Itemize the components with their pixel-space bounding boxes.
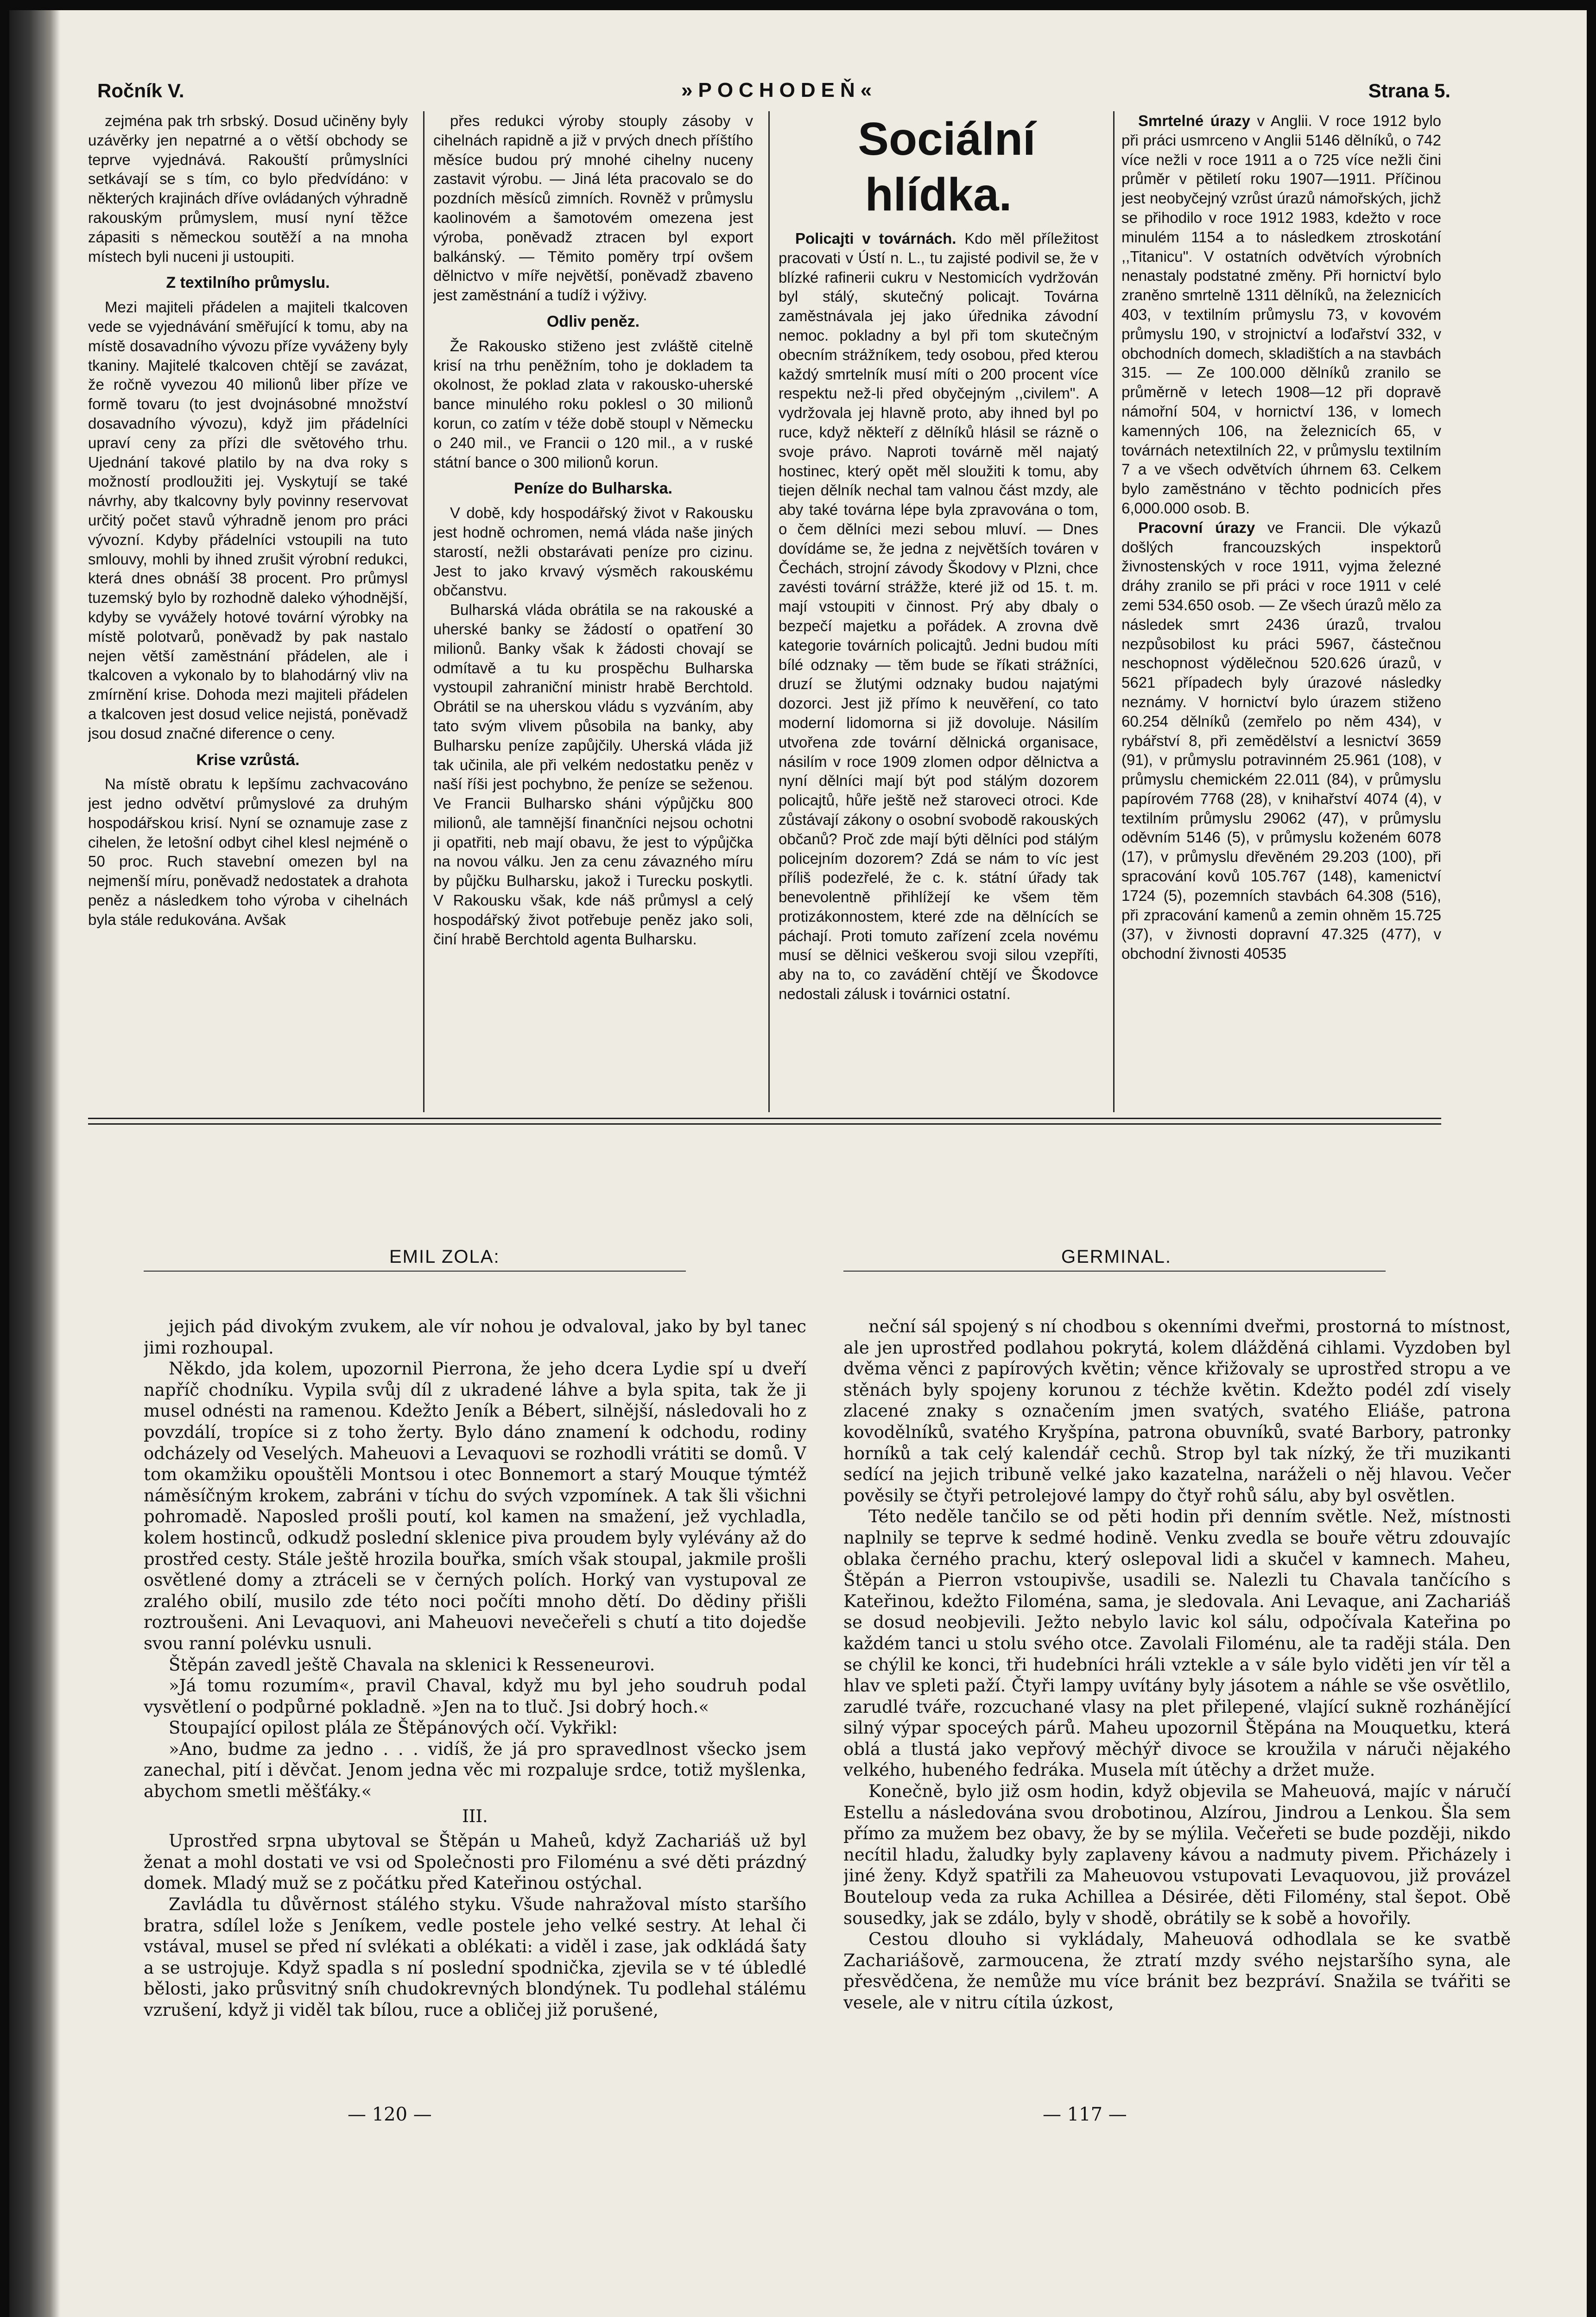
title-underline xyxy=(843,1271,1386,1272)
article-text: přes redukci výroby stouply zásoby v cihelnách rapidně a již v prvých dnech příštího měsíce budou prý mnohé cihelny nuceny zastavit výrobu. — Jiná léta pracovalo se do pozdních měsíců zimních. Rovněž v průmyslu kaolinovém a šamotovém omezena jest výroba, poněvadž ztracen byl export balkánský. — Těmito poměry trpí ovšem dělnictvo v míře největší, poněvadž zbaveno jest zaměstnání a tudíž i výživy. xyxy=(433,112,753,304)
article-text: Mezi majiteli přádelen a majiteli tkalcoven vede se vyjednávání směřující k tomu, aby na místě dosavadního vývozu příze vyváženy byly tkaniny. Majitelé tkalcoven chtějí se zavázat, že ročně vyvezou 40 milionů liber příze ve formě tovaru (to jest dvojnásobné množství dosavadního vývozu), když jim přádelníci upraví ceny za přízi dle světového trhu. Ujednání takové platilo by na dva roky s možností prodloužiti jej. Vyskytují se také návrhy, aby tkalcovny byly povinny reservovat určitý počet stavů výhradně jenom pro práci vývozní. Kdyby přádelníci vstoupili na tuto smlouvy, mohli by ihned zrušit výrobní redukci, která dnes obnáší 38 procent. Pro průmysl tuzemský bylo by rozhodně daleko výhodnější, kdyby se vyvážely hotové tovární výrobky na místě polotvarů, poněvadž by pak nastalo nejen větší zaměstnání přádelen, ale i tkalcoven a vykonalo by to blahodárný vliv na zmírnění krise. Dohoda mezi majiteli přádelen a tkalcoven jest dosud velice nejistá, poněvadž jsou dosud značné diference o ceny. xyxy=(88,298,408,742)
column-divider xyxy=(768,111,770,1112)
volume-label: Ročník V. xyxy=(97,80,184,101)
section-heading: Krise vzrůstá. xyxy=(196,751,300,769)
novel-paragraph: Štěpán zavedl ještě Chavala na sklenici k Resseneurovi. xyxy=(169,1654,655,1675)
page-header xyxy=(97,66,1450,108)
column-2 xyxy=(433,111,753,1112)
column-1 xyxy=(88,111,408,1112)
article-text: Že Rakousko stiženo jest zvláště citelně krisí na trhu peněžním, toho je dokladem ta okolnost, že poklad zlata v rakousko-uherské bance minulého roku poklesl o 30 milionů korun, co zatím v téže době stoupl v Německu o 240 mil., ve Francii o 120 mil., a v ruské státní bance o 300 milionů korun. xyxy=(433,337,753,471)
article-body: Kdo měl příležitost pracovati v Ústí n. L., tu zajisté podivil se, že v blízké rafinerii cukru v Nestomicích vydržován byl stálý, skutečný policajt. Továrna zaměstnávala jej jako úřednika závodní nemoc. pokladny a byl při tom skutečným obecním strážníkem, tedy osobou, před kterou každý smrtelník musí míti o 200 procent více respektu než-li před obyčejným ,,civilem". A vydržovala jej hlavně proto, aby ihned byl po ruce, když někteří z dělníků hlásil se rázně o svoje právo. Naproti továrně měl najatý hostinec, který opět měl sloužiti k tomu, aby tiejen dělník nechal tam valnou část mzdy, ale aby také továrna lépe byla zpravována o tom, o čem dělníci mezi sebou mluví. — Dnes dovídáme se, že jedna z největších továren v Čechách, strojní závody Škodovy v Plzni, chce zavésti tovární strážže, které již od 15. t. m. mají vstoupiti v činnost. Prý aby dbaly o bezpečí majetku a pořádek. A zrovna dvě kategorie továrních policajtů. Jedni budou míti bílé odznaky — těm bude se říkati strážníci, druzí se žlutými odznaky budou najatými dozorci. Jest již přímo k neuvěření, co tato moderní lidomorna si již dovoluje. Násilím utvořena zde tovární dělnická organisace, násilím v roce 1909 zlomen odpor dělnictva a nyní dělníci mají být pod stálým dozorem policajtů, hůře ještě než staroveci otroci. Kde zůstávají zákony o osobní svobodě rakouských občanů? Proč zde mají býti dělníci pod stálým policejním dozorem? Zdá se nám to víc jest příliš podezřelé, že c. k. státní úřady tak benevolentně přihlížejí ke všem těm protizákonnostem, které zde na dělnících se páchají. Proti tomuto zařízení zcela novému musí se dělnici veškerou svoji silou vzepříti, aby na to, co zavádění chtějí ve Škodovce nedostali zálusk i továrnici ostatní. xyxy=(779,230,1098,1003)
column-4 xyxy=(1121,111,1441,1112)
article-text: Na místě obratu k lepšímu zachvacováno jest jedno odvětví průmyslové za druhým hospodářskou krisí. Nyní se oznamuje zase z cihelen, že letošní odbyt cihel klesl nejméně o 50 proc. Ruch stavební omezen byl na nejmenší míru, poněvadž nedostatek a drahota peněz a následkem toho výroba v cihelnách byla stále redukována. Avšak xyxy=(88,775,408,928)
novel-paragraph: »Ano, budme za jedno . . . vidíš, že já pro spravedlnost všecko jsem zanechal, pití i děvčat. Jenom jedna věc mi rozpaluje srdce, totiž myšlenka, abychom smetli měšťáky.« xyxy=(144,1739,806,1802)
novel-title: GERMINAL. xyxy=(1061,1247,1172,1267)
novel-author: EMIL ZOLA: xyxy=(389,1247,500,1267)
masthead-title: »POCHODEŇ« xyxy=(681,79,878,101)
novel-paragraph: Konečně, bylo již osm hodin, když objevila se Maheuová, majíc v náručí Estellu a následována svou drobotinou, Alzírou, Jindrou a Lenkou. Šla sem přímo za mužem bez obavy, že by se mýlila. Večeřeti se bude později, nikdo necítil hladu, žaludky byly zaplaveny kávou a nadmuty pivem. Přicházely i jiné ženy. Když spatřili za Maheuovou vstupovati Levaquovou, již provázel Bouteloup veda za ruka Achillea a Désirée, děti Filomény, stal šepot. Obě sousedky, jak se zdálo, byly v shodě, obrátily se k sobě a hovořily. xyxy=(843,1781,1511,1928)
novel-paragraph: Uprostřed srpna ubytoval se Štěpán u Maheů, když Zachariáš už byl ženat a mohl dostati ve vsi od Společnosti pro Filoménu a své děti prázdný domek. Mladý muž se z počátku před Kateřinou ostýchal. xyxy=(144,1831,806,1893)
novel-paragraph: Někdo, jda kolem, upozornil Pierrona, že jeho dcera Lydie spí u dveří napříč chodníku. Vypila svůj díl z ukradené láhve a byla spita, tak že ji musel odnésti na ramenou. Kdežto Jeník a Bébert, silnější, následovali ho z povzdálí, tropíce si z toho žerty. Bylo dáno znamení k odchodu, rodiny odcházely od Veselých. Maheuovi a Levaquovi se rozhodli vrátiti se domů. V tom okamžiku opouštěli Montsou i otec Bonnemort a starý Mouque týmtéž náměsíčným krokem, zabráni v tíchu do svých vzpomínek. A tak šli všichni pohromadě. Naposled prošli poutí, kol kamen na smažení, jež vychladla, kolem hostinců, odkudž poslední sklenice piva proudem byly vylévány až do prostřed cesty. Stále ještě hrozila bouřka, smích však stoupal, jakmile prošli osvětlené domy a ztráceli se v černých polích. Horký van vystupoval ze zralého obilí, musilo zde této noci počíti mnoho dětí. Do dědiny přišli roztroušeni. Ani Levaquovi, ani Maheuovi nevečeřeli s chutí a tito dojedše svou ranní polévku usnuli. xyxy=(144,1359,806,1653)
article-lead-heading: Smrtelné úrazy xyxy=(1138,112,1250,129)
article-body: v Anglii. V roce 1912 bylo při práci usmrceno v Anglii 5146 dělníků, o 742 více nežli v roce 1911 a o 725 více nežli čini průměr v pětiletí roku 1907—1911. Příčinou jest neobyčejný vzrůst úrazů námořských, jichž se přihodilo v roce 1912 1983, kdežto v roce minulém 1154 a to následkem ztroskotání ,,Titanicu". V ostatních odvětvích výrobních nenastaly podstatné změny. Při hornictví bylo zraněno smrtelně 1311 dělníků, na železnicích 403, v textilním průmyslu 73, v kovovém průmyslu 190, v strojnictví a loďařství 332, v obchodních domech, skladištích a na stavbách 315. — Ze 100.000 dělníků zranilo se průměrně v letech 1908—12 při dopravě námořní 504, v hornictví 136, v lomech kamenných 106, na železnicích 65, v továrnách netextilních 22, v průmyslu textilním 7 a ve všech odvětvích úhrnem 63. Celkem bylo zaměstnáno v těchto podnicích přes 6,000.000 osob. B. xyxy=(1121,112,1441,517)
page-number-left: — 120 — xyxy=(348,2104,432,2125)
title-underline xyxy=(144,1271,686,1272)
column-divider xyxy=(1113,111,1115,1112)
novel-paragraph: jejich pád divokým zvukem, ale vír nohou je odvaloval, jako by byl tanec jimi rozhoupal. xyxy=(144,1317,806,1358)
page-number-right: — 117 — xyxy=(1043,2104,1127,2125)
novel-paragraph: »Já tomu rozumím«, pravil Chaval, když mu byl jeho soudruh podal vysvětlení o podpůrné pokladně. »Jen na to tluč. Jsi dobrý hoch.« xyxy=(144,1676,806,1717)
section-heading: Z textilního průmyslu. xyxy=(166,274,330,292)
article-lead-heading: Policajti v továrnách. xyxy=(795,230,956,247)
section-separator xyxy=(88,1118,1441,1125)
novel-paragraph: Stoupající opilost plála ze Štěpánových očí. Vykřikl: xyxy=(169,1718,618,1738)
article-text: V době, kdy hospodářský život v Rakousku jest hodně ochromen, nemá vláda naše jiných starostí, nežli obstarávati peníze pro cizinu. Jest to jako krvavý výsměch rakouskému občanstvu. xyxy=(433,504,753,599)
serial-right-page xyxy=(843,1316,1511,2048)
article-lead-heading: Pracovní úrazy xyxy=(1138,519,1255,536)
chapter-number: III. xyxy=(462,1806,488,1826)
article-text xyxy=(1121,518,1441,963)
article-text xyxy=(779,229,1098,1004)
article-body: ve Francii. Dle výkazů došlých francouzských inspektorů živnostenských v roce 1911, vyjma železné dráhy zranilo se při práci v roce 1911 v celé zemi 534.650 osob. — Ze všech úrazů mělo za následek smrt 2436 úrazů, trvalou nezpůsobilost ku práci 5967, částečnou neschopnost výdělečnou 520.626 úrazů, v 5621 případech byly úrazové následky neznámy. V hornictví bylo úrazem stiženo 60.254 dělníků (zemřelo po něm 434), v rybářství 8, při zemědělství a lesnictví 3659 (91), v průmyslu potravinném 25.961 (108), v průmyslu chemickém 22.011 (84), v průmyslu papírovém 7768 (28), v knihařství 4074 (4), v textilním průmyslu 29062 (47), v průmyslu oděvním 5146 (5), v průmyslu koženém 6078 (17), v průmyslu dřevěném 29.203 (100), při spracování kovů 105.767 (148), kamenictví 1724 (5), pozemních stavbách 64.308 (516), při zpracování kamenů a zemin ohněm 15.725 (37), v živnosti dopravní 47.325 (477), v obchodní živnosti 40535 xyxy=(1121,519,1441,962)
article-text: zejména pak trh srbský. Dosud učiněny byly uzávěrky jen nepatrné a o větší obchody se teprve vyjednává. Rakouští průmyslníci setkávají se s tím, co bylo předvídáno: v některých krajinách dříve ovládaných výhradně rakouským průmyslem, musí nyní těžce zápasiti s německou soutěží a na mnoha místech byli nuceni ji ustoupiti. xyxy=(88,112,408,265)
novel-paragraph: Této neděle tančilo se od pěti hodin při denním světle. Než, místnosti naplnily se teprve k sedmé hodině. Venku zvedla se bouře větru zdouvajíc oblaka černého prachu, který oslepoval lidi a skučel v kamnech. Maheu, Štěpán a Pierron vstoupivše, usadili se. Nalezli tu Chavala tančícího s Kateřinou, kdežto Filoména, sama, je sledovala. Ani Levaque, ani Zachariáš se dosud neobjevili. Ježto nebylo lavic kol sálu, odpočívala Kateřina po každém tanci u stolu svého otce. Zavolali Filoménu, ale ta raději stála. Den se chýlil ke konci, tři hudebníci hráli vztekle a v sále bylo viděti jen vír těl a hlav ve spleti paží. Čtyři lampy uvítány byly jásotem a náhle se vše osvětlilo, zarudlé tváře, rozcuchané vlasy na plet přilepené, vlající sukně rozhánějící silný výpar spoceých párů. Maheu upozornil Štěpána na Mouquetku, která oblá a tlustá jako vepřový měchýř divoce se kroužila v náruči nějakého velkého, hubeného fedráka. Musela mít útěchy a držet muže. xyxy=(843,1507,1511,1780)
novel-paragraph: Cestou dlouho si vykládaly, Maheuová odhodlala se ke svatbě Zachariášově, zarmoucena, že ztratí mzdy svého nejstaršího syna, ale přesvědčena, že nemůže mu více bránit bez bezpráví. Snažila se tvářiti se vesele, ale v nitru cítila úzkost, xyxy=(843,1929,1511,2013)
novel-paragraph: Zavládla tu důvěrnost stálého styku. Všude nahražoval místo staršího bratra, sdílel lože s Jeníkem, vedle postele jeho velké sestry. At lehal či vstával, musel se před ní svlékati a oblékati: a viděl i zase, jak odkládá šaty a se ustrojuje. Když spadla s ní poslední spodnička, zjevila se v té úbledlé bělosti, jako průsvitný sníh chudokrevných blondýnek. Tu podlehal stálému vzrušení, když ji viděl tak bílou, ruce a obličej již porušené, xyxy=(144,1894,806,2020)
novel-paragraph: neční sál spojený s ní chodbou s okenními dveřmi, prostorná to místnost, ale jen uprostřed podlahou pokrytá, kolem dlážděná cihlami. Vyzdoben byl dvěma věnci z papírových květin; věnce křižovaly se uprostřed stropu a ve stěnách byly spojeny korunou z téchže květin. Kdežto podél zdí visely zlacené znaky s označením jmen svatých, svatého Eliáše, patrona kovodělníků, svatého Kryšpína, patrona obuvníků, svaté Barbory, patronky horníků a tak celý kalendář cechů. Strop byl tak nízký, že tři muzikanti sedící na jejich tribuně velké jako kazatelna, naráželi o něj hlavou. Večer pověsily se čtyři petrolejové lampy do čtyř rohů sálu, aby byl osvětlen. xyxy=(843,1317,1511,1506)
section-heading: Odliv peněz. xyxy=(546,312,640,330)
column-3 xyxy=(779,111,1098,1112)
article-text xyxy=(1121,111,1441,518)
news-columns xyxy=(88,111,1441,1112)
article-text: Bulharská vláda obrátila se na rakouské a uherské banky se žádostí o opatření 30 milionů. Banky však k žádosti chovají se odmítavě a tu ku prospěchu Bulharska vystoupil zahraniční ministr hrabě Berchtold. Obrátil se na uherskou vládu s vyzváním, aby tato svým vlivem působila na banky, aby Bulharsku peníze zapůjčily. Uherská vláda již tak učinila, ale při velkém nedostatku peněz v naší říši jest pochybno, že peníze se seženou. Ve Francii Bulharsko sháni výpůjčku 800 milionů, ale tamnější finančníci nejsou ochotni ji opatřiti, neb mají obavu, že jest to výpůjčka na novou válku. Jen za cenu závazného míru by půjčku Bulharsku, jakož i Turecku poskytli. V Rakousku však, kde náš průmysl a celý hospodářský život potřebuje peněz jako soli, činí hrabě Berchtold agenta Bulharsku. xyxy=(433,601,753,948)
serial-left-page xyxy=(144,1316,806,2048)
column-divider xyxy=(423,111,424,1112)
book-spine-shadow xyxy=(9,10,60,2317)
page-label: Strana 5. xyxy=(1368,80,1450,101)
section-heading: Peníze do Bulharska. xyxy=(514,480,672,498)
section-title: Sociální hlídka. xyxy=(858,113,1036,221)
